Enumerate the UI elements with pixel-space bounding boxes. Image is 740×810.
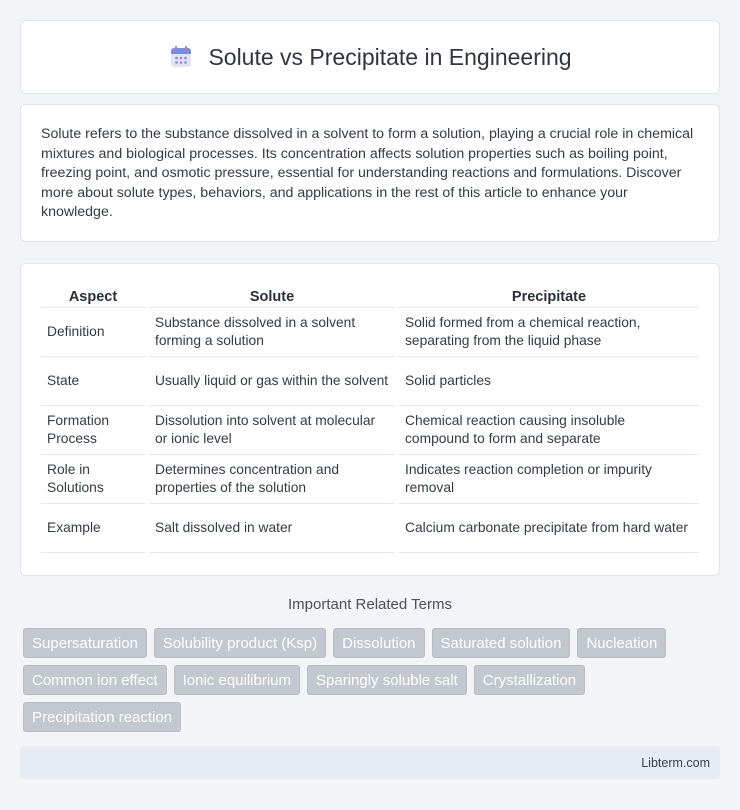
table-row bbox=[41, 455, 699, 504]
table-cell: Definition bbox=[41, 308, 145, 357]
related-term-tag[interactable]: Dissolution bbox=[333, 628, 424, 658]
table-row bbox=[41, 308, 699, 357]
table-cell: Example bbox=[41, 504, 145, 553]
table-cell: Role in Solutions bbox=[41, 455, 145, 504]
table-row bbox=[41, 357, 699, 406]
related-term-tag[interactable]: Solubility product (Ksp) bbox=[154, 628, 326, 658]
intro-card bbox=[20, 104, 720, 242]
header-solute: Solute bbox=[149, 286, 395, 308]
calendar-icon bbox=[168, 44, 194, 70]
table-cell: Indicates reaction completion or impurity removal bbox=[399, 455, 699, 504]
related-term-tag[interactable]: Crystallization bbox=[474, 665, 585, 695]
table-cell: State bbox=[41, 357, 145, 406]
table-cell: Determines concentration and properties of the solution bbox=[149, 455, 395, 504]
related-term-tag[interactable]: Supersaturation bbox=[23, 628, 147, 658]
table-cell: Formation Process bbox=[41, 406, 145, 455]
page-title: Solute vs Precipitate in Engineering bbox=[208, 43, 572, 70]
table-row bbox=[41, 504, 699, 553]
related-term-tag[interactable]: Nucleation bbox=[577, 628, 666, 658]
table-cell: Salt dissolved in water bbox=[149, 504, 395, 553]
intro-text: Solute refers to the substance dissolved in a solvent to form a solution, playing a crucial role in chemical mixtures and biological processes. Its concentration affects solution properties such as boiling point, freezing point, and osmotic pressure, essential for understanding reactions and formulations. Discover more about solute types, behaviors, and applications in the rest of this article to enhance your knowledge. bbox=[41, 126, 694, 221]
table-cell: Substance dissolved in a solvent forming a solution bbox=[149, 308, 395, 357]
related-term-tag[interactable]: Saturated solution bbox=[432, 628, 571, 658]
header-card bbox=[20, 20, 720, 94]
related-term-tag[interactable]: Sparingly soluble salt bbox=[307, 665, 467, 695]
table-row bbox=[41, 406, 699, 455]
related-term-tag[interactable]: Ionic equilibrium bbox=[174, 665, 300, 695]
table-cell: Solid particles bbox=[399, 357, 699, 406]
related-terms-title: Important Related Terms bbox=[288, 596, 452, 613]
table-header-row bbox=[41, 286, 699, 308]
table-cell: Dissolution into solvent at molecular or ionic level bbox=[149, 406, 395, 455]
footer bbox=[20, 746, 720, 779]
related-terms-list bbox=[23, 628, 723, 732]
table-cell: Calcium carbonate precipitate from hard water bbox=[399, 504, 699, 553]
comparison-table bbox=[37, 286, 703, 553]
table-cell: Solid formed from a chemical reaction, separating from the liquid phase bbox=[399, 308, 699, 357]
header-aspect: Aspect bbox=[41, 286, 145, 308]
related-term-tag[interactable]: Common ion effect bbox=[23, 665, 167, 695]
table-cell: Usually liquid or gas within the solvent bbox=[149, 357, 395, 406]
comparison-table-card bbox=[20, 263, 720, 576]
header-precipitate: Precipitate bbox=[399, 286, 699, 308]
footer-site-link[interactable]: Libterm.com bbox=[641, 755, 710, 770]
related-term-tag[interactable]: Precipitation reaction bbox=[23, 702, 181, 732]
table-cell: Chemical reaction causing insoluble compound to form and separate bbox=[399, 406, 699, 455]
